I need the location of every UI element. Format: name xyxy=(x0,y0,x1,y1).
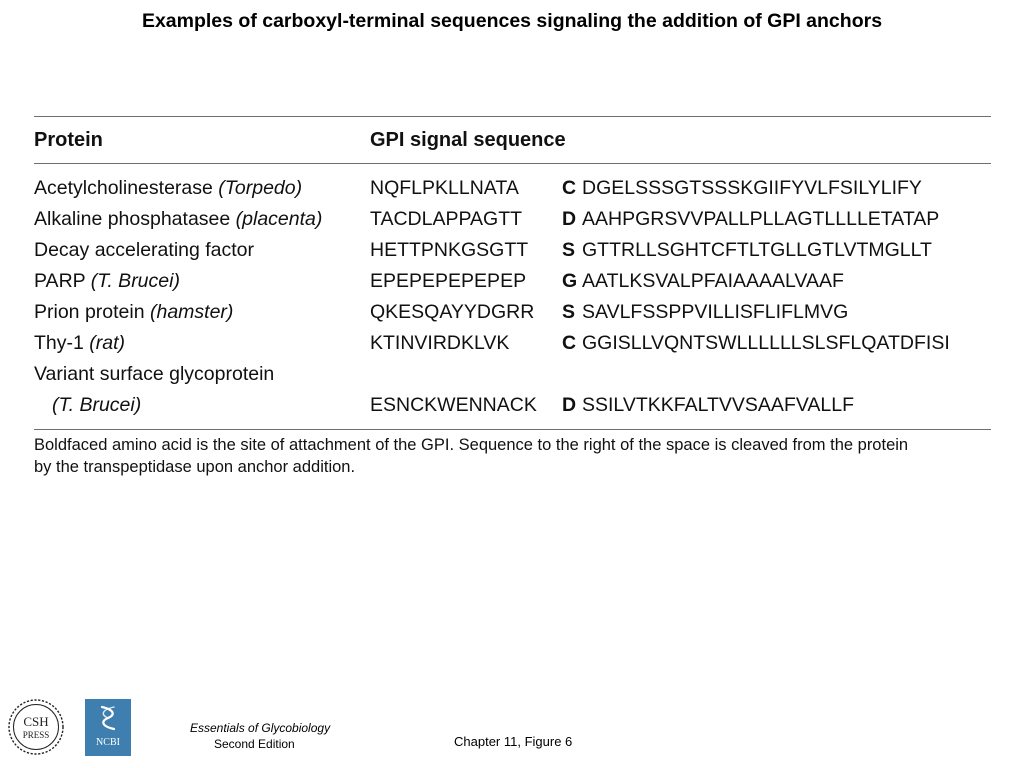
ncbi-helix-icon xyxy=(85,701,131,737)
cleaved-sequence: GGISLLVQNTSWLLLLLLSLSFLQATDFISI xyxy=(582,332,950,354)
upstream-sequence: KTINVIRDKLVK xyxy=(370,332,510,354)
attachment-site: C xyxy=(562,332,577,354)
cleaved-sequence: SSILVTKKFALTVVSAAFVALLF xyxy=(582,394,855,416)
ncbi-logo xyxy=(85,699,131,756)
header-protein: Protein xyxy=(34,129,103,151)
figure-reference: Chapter 11, Figure 6 xyxy=(454,734,573,749)
csh-press-logo xyxy=(7,698,65,756)
table-row xyxy=(34,237,991,268)
table-footnote xyxy=(34,430,991,478)
organism-name: (T. Brucei) xyxy=(52,394,142,416)
footnote-line: by the transpeptidase upon anchor addition. xyxy=(34,458,356,476)
header-gpi-signal-sequence: GPI signal sequence xyxy=(370,129,566,151)
press-logo-text: PRESS xyxy=(22,730,50,740)
protein-cell xyxy=(52,394,141,417)
organism-name: (placenta) xyxy=(235,208,323,230)
attachment-site: S xyxy=(562,239,576,261)
table-row xyxy=(34,330,991,361)
protein-cell xyxy=(34,208,322,231)
cleaved-sequence: AAHPGRSVVPALLPLLAGTLLLLETATAP xyxy=(582,208,940,230)
table-header-row xyxy=(34,117,991,163)
upstream-sequence: TACDLAPPAGTT xyxy=(370,208,523,230)
table-body xyxy=(34,164,991,429)
book-title: Essentials of Glycobiology xyxy=(190,721,331,735)
upstream-sequence: HETTPNKGSGTT xyxy=(370,239,529,261)
table-row xyxy=(34,175,991,206)
cleaved-sequence: AATLKSVALPFAIAAAALVAAF xyxy=(582,270,844,292)
upstream-sequence: NQFLPKLLNATA xyxy=(370,177,519,199)
gpi-signal-table xyxy=(34,116,991,478)
organism-name: (Torpedo) xyxy=(218,177,303,199)
ncbi-logo-text: NCBI xyxy=(96,737,120,748)
cleaved-sequence: GTTRLLSGHTCFTLTGLLGTLVTMGLLT xyxy=(582,239,932,261)
protein-cell xyxy=(34,177,302,200)
attachment-site: D xyxy=(562,208,577,230)
protein-cell xyxy=(34,270,180,293)
organism-name: (hamster) xyxy=(149,301,234,323)
footnote-line: Boldfaced amino acid is the site of attachment of the GPI. Sequence to the right of the space is cleaved from the protein xyxy=(34,436,909,454)
protein-cell xyxy=(34,301,233,324)
attachment-site: D xyxy=(562,394,577,416)
protein-cell xyxy=(34,363,274,386)
attachment-site: G xyxy=(562,270,578,292)
table-row xyxy=(34,361,991,392)
protein-name: Thy-1 xyxy=(34,332,90,354)
slide-footer xyxy=(0,690,1024,768)
book-edition: Second Edition xyxy=(214,737,295,751)
upstream-sequence: EPEPEPEPEPEP xyxy=(370,270,527,292)
upstream-sequence: ESNCKWENNACK xyxy=(370,394,537,416)
upstream-sequence: QKESQAYYDGRR xyxy=(370,301,535,323)
attachment-site: S xyxy=(562,301,576,323)
table-row xyxy=(34,268,991,299)
organism-name: (T. Brucei) xyxy=(90,270,180,292)
cleaved-sequence: DGELSSSGTSSSKGIIFYVLFSILYLIFY xyxy=(582,177,922,199)
protein-name: Acetylcholinesterase xyxy=(34,177,219,199)
protein-name: Decay accelerating factor xyxy=(34,239,255,261)
protein-cell xyxy=(34,239,254,262)
attachment-site: C xyxy=(562,177,577,199)
table-row xyxy=(34,299,991,330)
protein-name: Prion protein xyxy=(34,301,150,323)
table-row xyxy=(34,392,991,423)
protein-cell xyxy=(34,332,125,355)
organism-name: (rat) xyxy=(89,332,126,354)
slide-title: Examples of carboxyl-terminal sequences signaling the addition of GPI anchors xyxy=(141,10,883,32)
protein-name: Alkaline phosphatasee xyxy=(34,208,236,230)
protein-name: PARP xyxy=(34,270,91,292)
protein-name: Variant surface glycoprotein xyxy=(34,363,275,385)
cleaved-sequence: SAVLFSSPPVILLISFLIFLMVG xyxy=(582,301,849,323)
csh-logo-text: CSH xyxy=(23,714,49,729)
table-row xyxy=(34,206,991,237)
